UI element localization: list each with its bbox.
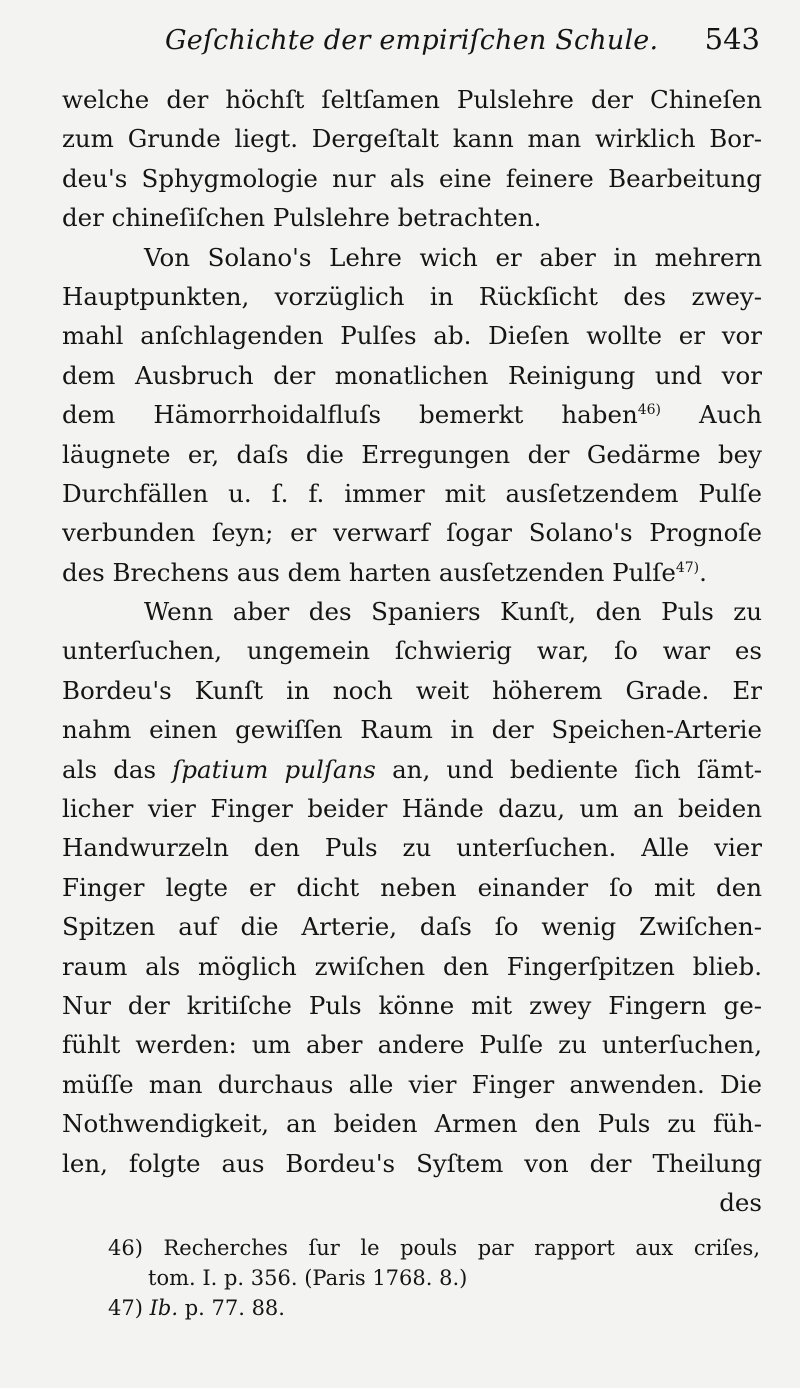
text-line: nahm einen gewiſſen Raum in der Speichen-Arterie bbox=[62, 715, 762, 745]
text-line: läugnete er, daſs die Erregungen der Gedärme bey bbox=[62, 439, 762, 469]
footnote-ibid: Ib. bbox=[149, 1296, 179, 1320]
footnote-46: 46) Recherches ſur le pouls par rapport aux criſes, bbox=[108, 1236, 760, 1260]
text-line: Nothwendigkeit, an beiden Armen den Puls zu füh- bbox=[62, 1109, 762, 1139]
text-line: Hauptpunkten, vorzüglich in Rückſicht des zwey- bbox=[62, 281, 762, 311]
text-line bbox=[62, 553, 762, 592]
text-line: dem Ausbruch der monatlichen Reinigung und vor bbox=[62, 360, 762, 390]
text-fragment: als das bbox=[62, 754, 157, 784]
text-line: der chineſiſchen Pulslehre betrachten. bbox=[62, 203, 542, 233]
text-line: Handwurzeln den Puls zu unterſuchen. Alle vier bbox=[62, 833, 762, 863]
text-line: Von Solano's Lehre wich er aber in mehrern bbox=[144, 242, 762, 272]
footnote-pages: p. 77. 88. bbox=[178, 1296, 285, 1320]
footnote-number: 47) bbox=[108, 1296, 143, 1320]
latin-term: ſpatium pulſans bbox=[172, 754, 376, 784]
page-number: 543 bbox=[704, 22, 760, 56]
text-line: licher vier Finger beider Hände dazu, um an beiden bbox=[62, 794, 762, 824]
text-line: Wenn aber des Spaniers Kunſt, den Puls zu bbox=[144, 597, 762, 627]
text-line: len, folgte aus Bordeu's Syſtem von der Theilung bbox=[62, 1148, 762, 1178]
text-line: mahl anſchlagenden Pulſes ab. Dieſen wollte er vor bbox=[62, 321, 762, 351]
text-fragment: . bbox=[699, 557, 707, 587]
text-fragment: dem Hämorrhoidalfluſs bemerkt haben bbox=[62, 400, 638, 430]
footnotes bbox=[108, 1233, 760, 1323]
running-title: Geſchichte der empiriſchen Schule. bbox=[165, 25, 659, 56]
text-line: verbunden ſeyn; er verwarf ſogar Solano's Prognoſe bbox=[62, 518, 762, 548]
text-line bbox=[62, 395, 762, 434]
footnote-46-continuation: tom. I. p. 356. (Paris 1768. 8.) bbox=[148, 1266, 468, 1290]
text-line: unterſuchen, ungemein ſchwierig war, ſo war es bbox=[62, 636, 762, 666]
text-line: Bordeu's Kunſt in noch weit höherem Grade. Er bbox=[62, 675, 762, 705]
text-line: deu's Sphygmologie nur als eine feinere Bearbeitung bbox=[62, 163, 762, 193]
footnote-47 bbox=[108, 1293, 760, 1323]
page-header bbox=[165, 22, 760, 66]
footnote-ref-46: 46) bbox=[637, 401, 662, 418]
text-line: müſſe man durchaus alle vier Finger anwenden. Die bbox=[62, 1069, 762, 1099]
text-line: Nur der kritiſche Puls könne mit zwey Fingern ge- bbox=[62, 990, 762, 1020]
text-fragment: Auch bbox=[661, 400, 762, 430]
text-line bbox=[62, 750, 762, 789]
text-line: zum Grunde liegt. Dergeſtalt kann man wirklich Bor- bbox=[62, 124, 762, 154]
body-text bbox=[62, 80, 762, 1222]
text-fragment: an, und bediente ſich ſämt- bbox=[392, 754, 762, 784]
text-fragment: des Brechens aus dem harten ausſetzenden Pulſe bbox=[62, 557, 676, 587]
text-line: Finger legte er dicht neben einander ſo mit den bbox=[62, 872, 762, 902]
text-line: Durchfällen u. ſ. f. immer mit ausſetzendem Pulſe bbox=[62, 478, 762, 508]
text-line: welche der höchſt ſeltſamen Pulslehre der Chineſen bbox=[62, 85, 762, 114]
text-line: fühlt werden: um aber andere Pulſe zu unterſuchen, bbox=[62, 1030, 762, 1060]
catchword: des bbox=[719, 1187, 762, 1217]
footnote-ref-47: 47) bbox=[675, 559, 700, 576]
text-line: raum als möglich zwiſchen den Fingerſpitzen blieb. bbox=[62, 951, 762, 981]
text-line: Spitzen auf die Arterie, daſs ſo wenig Zwiſchen- bbox=[62, 912, 762, 942]
